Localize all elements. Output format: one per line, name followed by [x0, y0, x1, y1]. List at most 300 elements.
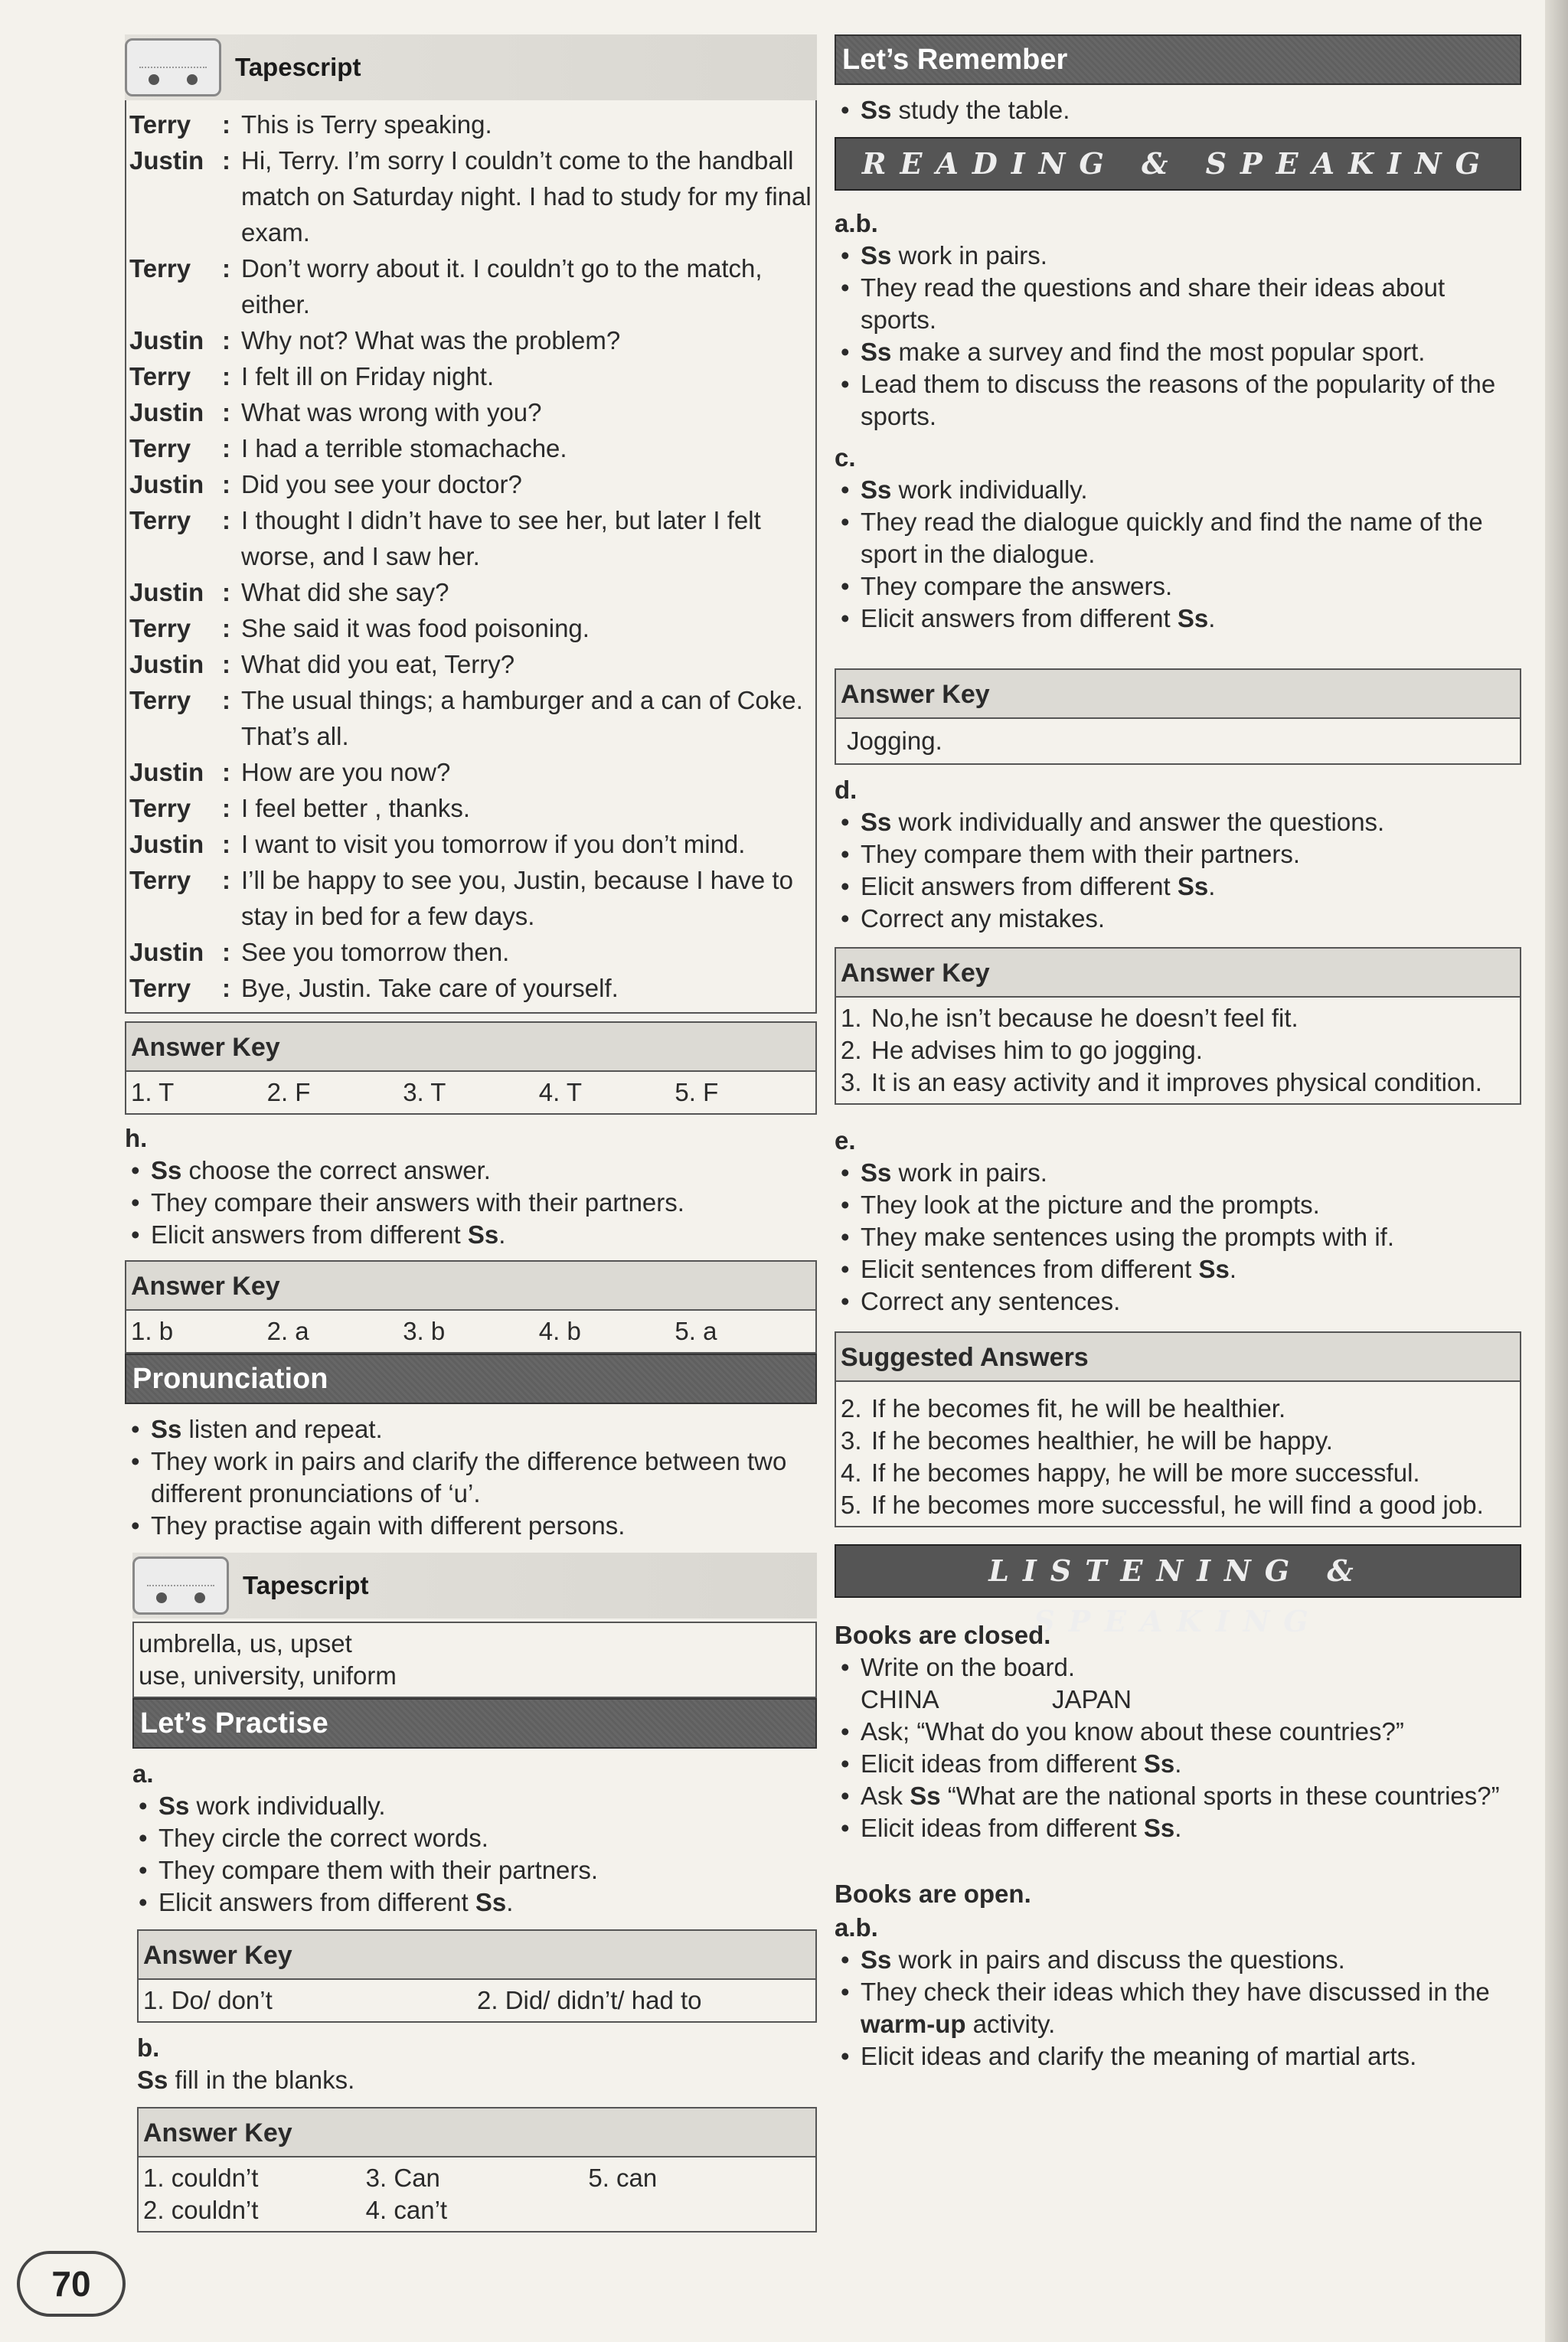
answer-item: 3. b [403, 1317, 446, 1345]
list-item [125, 1510, 817, 1542]
speaker-name [129, 322, 241, 358]
list-item [125, 1219, 817, 1251]
item-text: listen and repeat. [181, 1415, 383, 1443]
item-text: study the table. [891, 96, 1070, 124]
dialogue-text: What did she say? [241, 578, 449, 606]
section-label: h. [125, 1124, 148, 1152]
item-text: They read the questions and share their ideas about sports. [861, 273, 1446, 334]
answer-key-box [835, 668, 1521, 765]
ss-bold: Ss [861, 1158, 892, 1187]
ss-bold: Ss [861, 475, 892, 504]
item-text: They compare the answers. [861, 572, 1173, 600]
dialogue-line [129, 862, 812, 934]
answer-text: No,he isn’t because he doesn’t feel fit. [871, 1004, 1298, 1032]
ss-bold: Ss [1143, 1814, 1175, 1842]
speaker-name [129, 466, 241, 502]
suggested-answers-box [835, 1331, 1521, 1527]
page-edge [1545, 0, 1568, 2342]
speaker-label: Terry [129, 974, 191, 1002]
dialogue-line [129, 430, 812, 466]
item-text: They compare them with their partners. [158, 1856, 599, 1884]
item-text: . [506, 1888, 514, 1916]
list-item [835, 903, 1521, 935]
item-text: work in pairs. [891, 1158, 1047, 1187]
bullet-list [835, 1157, 1521, 1318]
colon: : [222, 650, 230, 678]
cassette-icon [132, 1556, 229, 1615]
speaker-label: Justin [129, 326, 204, 354]
dialogue-line [129, 682, 812, 754]
colon: : [222, 326, 230, 354]
colon: : [222, 362, 230, 390]
ss-bold: warm-up [861, 2010, 966, 2038]
list-item [132, 1790, 817, 1822]
list-item [835, 336, 1521, 368]
item-text: . [498, 1220, 506, 1249]
speaker-name [129, 394, 241, 430]
speaker-label: Justin [129, 650, 204, 678]
speaker-name [129, 790, 241, 826]
dialogue-text: Bye, Justin. Take care of yourself. [241, 974, 619, 1002]
list-item [835, 272, 1521, 336]
dialogue-text: She said it was food poisoning. [241, 614, 590, 642]
dialogue-line [129, 934, 812, 970]
ss-bold: Ss [467, 1220, 499, 1249]
colon: : [222, 398, 230, 426]
list-item [835, 570, 1521, 603]
dialogue-line [129, 250, 812, 322]
colon: : [222, 110, 230, 139]
dialogue-text: The usual things; a hamburger and a can of Coke. That’s all. [241, 686, 803, 750]
answer-text: If he becomes happy, he will be more successful. [871, 1458, 1420, 1487]
bullet-list [835, 240, 1521, 433]
pronunciation-heading: Pronunciation [125, 1354, 817, 1404]
bullet-list [835, 94, 1521, 126]
item-text: Elicit answers from different [158, 1888, 475, 1916]
colon: : [222, 506, 230, 534]
list-item [125, 1413, 817, 1445]
colon: : [222, 830, 230, 858]
tapescript-words [134, 1623, 815, 1697]
answer-item: 4. can’t [365, 2196, 448, 2224]
item-text: Ask; “What do you know about these countries?” [861, 1717, 1404, 1746]
item-text: They look at the picture and the prompts. [861, 1191, 1320, 1219]
country-japan: JAPAN [1052, 1685, 1132, 1713]
dialogue-line [129, 826, 812, 862]
dialogue-text: I thought I didn’t have to see her, but later I felt worse, and I saw her. [241, 506, 761, 570]
answer-column [143, 2162, 366, 2226]
item-text: They compare their answers with their partners. [151, 1188, 684, 1217]
tapescript-title: Tapescript [243, 1571, 369, 1599]
item-text: . [1174, 1814, 1182, 1842]
list-item [835, 1221, 1521, 1253]
colon: : [222, 578, 230, 606]
speaker-label: Terry [129, 362, 191, 390]
colon: : [222, 866, 230, 894]
speaker-name [129, 430, 241, 466]
list-item [132, 1822, 817, 1854]
dialogue-line [129, 502, 812, 574]
answer-key-items [836, 998, 1520, 1103]
list-item [835, 806, 1521, 838]
answer-item: 3. Can [365, 2164, 440, 2192]
item-text: . [1208, 872, 1216, 900]
list-item [125, 1155, 817, 1187]
speaker-name [129, 970, 241, 1006]
tapescript-words-box [132, 1622, 817, 1698]
dialogue-line [129, 394, 812, 430]
books-closed-heading: Books are closed. [835, 1621, 1051, 1649]
answer-number: 2. [841, 1036, 862, 1064]
colon: : [222, 938, 230, 966]
item-text: Elicit ideas from different [861, 1749, 1144, 1778]
answer-item: 1. Do/ don’t [143, 1986, 273, 2014]
list-item [125, 1445, 817, 1510]
item-text: work in pairs. [891, 241, 1047, 269]
left-column [125, 34, 817, 2233]
list-item [125, 1187, 817, 1219]
dialogue-box [125, 100, 817, 1014]
speaker-label: Justin [129, 398, 204, 426]
bullet-list [835, 806, 1521, 935]
section-label: a.b. [835, 1913, 878, 1942]
colon: : [222, 254, 230, 283]
speaker-label: Terry [129, 506, 191, 534]
answer-key-title: Answer Key [836, 670, 1520, 719]
section-label: d. [835, 776, 858, 804]
ss-bold: Ss [910, 1782, 941, 1810]
answer-item: 1. couldn’t [143, 2164, 259, 2192]
item-text: They work in pairs and clarify the difference between two different pronunciations of ‘u’. [151, 1447, 787, 1507]
speaker-label: Justin [129, 146, 204, 175]
colon: : [222, 146, 230, 175]
answer-key-items [126, 1072, 815, 1113]
dialogue-text: Did you see your doctor? [241, 470, 522, 498]
suggested-answers-title: Suggested Answers [836, 1333, 1520, 1382]
item-text: They read the dialogue quickly and find the name of the sport in the dialogue. [861, 508, 1483, 568]
ss-bold: Ss [1143, 1749, 1175, 1778]
answer-item: 1. T [131, 1078, 175, 1106]
item-text: They compare them with their partners. [861, 840, 1301, 868]
answer-number: 1. [841, 1004, 862, 1032]
answer-text: If he becomes more successful, he will find a good job. [871, 1491, 1484, 1519]
answer-item [841, 1002, 1515, 1034]
list-item [132, 1854, 817, 1886]
answer-item: 5. F [675, 1078, 719, 1106]
answer-column [366, 2162, 589, 2226]
item-text: Elicit answers from different [151, 1220, 468, 1249]
list-item [835, 1285, 1521, 1318]
suggested-answers-items [836, 1382, 1520, 1526]
answer-item [841, 1066, 1515, 1099]
list-item [835, 506, 1521, 570]
page-number: 70 [17, 2251, 126, 2317]
instruction-text: fill in the blanks. [168, 2066, 355, 2094]
item-text: Ask [861, 1782, 910, 1810]
dialogue-line [129, 970, 812, 1006]
section-label: e. [835, 1126, 856, 1155]
answer-item: 1. b [131, 1317, 174, 1345]
answer-item: 2. couldn’t [143, 2196, 259, 2224]
item-text: make a survey and find the most popular sport. [891, 338, 1426, 366]
answer-number: 2. [841, 1394, 862, 1423]
dialogue-line [129, 322, 812, 358]
speaker-label: Terry [129, 110, 191, 139]
bullet-list [835, 1944, 1521, 2073]
item-text: work individually. [891, 475, 1088, 504]
colon: : [222, 614, 230, 642]
dialogue-text: What was wrong with you? [241, 398, 542, 426]
dialogue-text: I want to visit you tomorrow if you don’t mind. [241, 830, 746, 858]
speaker-name [129, 574, 241, 610]
cassette-icon [125, 38, 221, 96]
speaker-name [129, 250, 241, 322]
colon: : [222, 470, 230, 498]
answer-key-title: Answer Key [836, 949, 1520, 998]
board-countries [835, 1684, 1521, 1716]
answer-item: 5. can [588, 2164, 658, 2192]
colon: : [222, 434, 230, 462]
answer-item: 2. Did/ didn’t/ had to [477, 1986, 702, 2014]
ss-bold: Ss [861, 808, 892, 836]
speaker-name [129, 142, 241, 250]
answer-key-items [139, 2157, 815, 2231]
speaker-name [129, 646, 241, 682]
dialogue-text: Hi, Terry. I’m sorry I couldn’t come to the handball match on Saturday night. I had to study for my final exam. [241, 146, 812, 247]
ss-bold: Ss [861, 338, 892, 366]
colon: : [222, 794, 230, 822]
answer-number: 4. [841, 1458, 862, 1487]
list-item [835, 870, 1521, 903]
ss-bold: Ss [151, 1415, 182, 1443]
item-text: activity. [965, 2010, 1056, 2038]
dialogue-text: I feel better , thanks. [241, 794, 470, 822]
item-text: Correct any sentences. [861, 1287, 1121, 1315]
answer-item: 3. T [403, 1078, 446, 1106]
list-item [835, 1716, 1521, 1748]
speaker-name [129, 682, 241, 754]
item-text: Elicit answers from different [861, 604, 1178, 632]
list-item [835, 1157, 1521, 1189]
item-text: . [1174, 1749, 1182, 1778]
ss-bold: Ss [861, 96, 892, 124]
dialogue-text: I’ll be happy to see you, Justin, because I have to stay in bed for a few days. [241, 866, 793, 930]
list-item [835, 1944, 1521, 1976]
list-item [132, 1886, 817, 1919]
dialogue-text: I had a terrible stomachache. [241, 434, 567, 462]
lets-practise-heading: Let’s Practise [132, 1698, 817, 1749]
speaker-name [129, 862, 241, 934]
answer-item: 4. b [538, 1317, 581, 1345]
answer-key-box [125, 1021, 817, 1115]
item-text: Correct any mistakes. [861, 904, 1106, 933]
ss-bold: Ss [861, 1945, 892, 1974]
answer-item [841, 1489, 1515, 1521]
answer-key-text: Jogging. [847, 727, 942, 755]
list-item [835, 1651, 1521, 1684]
answer-text: If he becomes fit, he will be healthier. [871, 1394, 1286, 1423]
dialogue-line [129, 646, 812, 682]
tapescript-line: umbrella, us, upset [139, 1629, 352, 1658]
speaker-name [129, 610, 241, 646]
ss-bold: Ss [1177, 872, 1209, 900]
list-item [835, 1976, 1521, 2040]
answer-number: 5. [841, 1491, 862, 1519]
answer-key-title: Answer Key [139, 1931, 815, 1980]
list-item [835, 240, 1521, 272]
bullet-list [835, 1716, 1521, 1844]
answer-text: It is an easy activity and it improves physical condition. [871, 1068, 1482, 1096]
reading-speaking-heading: READING & SPEAKING [835, 137, 1521, 191]
answer-column [588, 2162, 811, 2226]
item-text: Write on the board. [861, 1653, 1076, 1681]
answer-item: 5. a [675, 1317, 717, 1345]
answer-item: 2. a [266, 1317, 309, 1345]
item-text: work individually. [189, 1792, 386, 1820]
speaker-name [129, 826, 241, 862]
answer-item [841, 1425, 1515, 1457]
answer-key-box [137, 2107, 817, 2233]
item-text: They circle the correct words. [158, 1824, 488, 1852]
dialogue-text: Don’t worry about it. I couldn’t go to the match, either. [241, 254, 763, 318]
books-open-heading: Books are open. [835, 1880, 1031, 1908]
answer-item [841, 1393, 1515, 1425]
item-text: work individually and answer the questions. [891, 808, 1385, 836]
speaker-label: Justin [129, 830, 204, 858]
dialogue-line [129, 142, 812, 250]
dialogue-line [129, 106, 812, 142]
speaker-name [129, 106, 241, 142]
speaker-name [129, 502, 241, 574]
bullet-list [835, 474, 1521, 635]
answer-item: 4. T [538, 1078, 583, 1106]
dialogue-text: Why not? What was the problem? [241, 326, 621, 354]
instruction-line [137, 2064, 817, 2096]
bullet-list [125, 1413, 817, 1542]
answer-item [841, 1457, 1515, 1489]
answer-key-box [125, 1260, 817, 1354]
answer-item: 2. F [266, 1078, 311, 1106]
list-item [835, 474, 1521, 506]
answer-key-title: Answer Key [139, 2108, 815, 2157]
answer-key-items [126, 1311, 815, 1352]
tapescript-title: Tapescript [235, 53, 361, 81]
item-text: They make sentences using the prompts with if. [861, 1223, 1394, 1251]
dialogue-text: See you tomorrow then. [241, 938, 510, 966]
dialogue-line [129, 358, 812, 394]
answer-number: 3. [841, 1426, 862, 1455]
ss-bold: Ss [1198, 1255, 1230, 1283]
answer-text: If he becomes healthier, he will be happy. [871, 1426, 1333, 1455]
section-label: c. [835, 443, 856, 472]
speaker-label: Justin [129, 938, 204, 966]
dialogue-line [129, 790, 812, 826]
ss-bold: Ss [1177, 604, 1209, 632]
bullet-list [835, 1651, 1521, 1684]
speaker-label: Terry [129, 614, 191, 642]
answer-text: He advises him to go jogging. [871, 1036, 1203, 1064]
item-text: . [1229, 1255, 1236, 1283]
list-item [835, 1189, 1521, 1221]
speaker-label: Terry [129, 794, 191, 822]
dialogue-line [129, 574, 812, 610]
tapescript-header [125, 34, 817, 100]
speaker-label: Terry [129, 866, 191, 894]
item-text: Elicit answers from different [861, 872, 1178, 900]
answer-key-items [139, 1980, 815, 2021]
right-column [835, 34, 1521, 2073]
answer-number: 3. [841, 1068, 862, 1096]
list-item [835, 94, 1521, 126]
answer-key-title: Answer Key [126, 1262, 815, 1311]
item-text: They practise again with different persons. [151, 1511, 626, 1540]
ss-bold: Ss [158, 1792, 190, 1820]
item-text: Elicit ideas and clarify the meaning of martial arts. [861, 2042, 1417, 2070]
answer-key-box [835, 947, 1521, 1105]
dialogue-text: I felt ill on Friday night. [241, 362, 495, 390]
dialogue-text: How are you now? [241, 758, 451, 786]
speaker-name [129, 754, 241, 790]
item-text: Elicit sentences from different [861, 1255, 1199, 1283]
dialogue-text: What did you eat, Terry? [241, 650, 515, 678]
item-text: . [1208, 604, 1216, 632]
list-item [835, 838, 1521, 870]
speaker-label: Justin [129, 578, 204, 606]
item-text: Elicit ideas from different [861, 1814, 1144, 1842]
list-item [835, 603, 1521, 635]
listening-speaking-heading: LISTENING & SPEAKING [835, 1544, 1521, 1598]
colon: : [222, 758, 230, 786]
bullet-list [125, 1155, 817, 1251]
answer-key-box [137, 1929, 817, 2023]
list-item [835, 1812, 1521, 1844]
bullet-list [132, 1790, 817, 1919]
section-label: a.b. [835, 209, 878, 237]
ss-bold: Ss [861, 241, 892, 269]
item-text: choose the correct answer. [181, 1156, 491, 1184]
section-label: a. [132, 1759, 154, 1788]
speaker-label: Justin [129, 758, 204, 786]
lets-remember-heading: Let’s Remember [835, 34, 1521, 85]
speaker-label: Terry [129, 686, 191, 714]
ss-bold: Ss [475, 1888, 507, 1916]
speaker-label: Justin [129, 470, 204, 498]
dialogue-line [129, 466, 812, 502]
item-text: Lead them to discuss the reasons of the popularity of the sports. [861, 370, 1496, 430]
speaker-label: Terry [129, 254, 191, 283]
country-china: CHINA [861, 1685, 939, 1713]
dialogue-line [129, 754, 812, 790]
list-item [835, 1748, 1521, 1780]
item-text: work in pairs and discuss the questions. [891, 1945, 1345, 1974]
speaker-label: Terry [129, 434, 191, 462]
list-item [835, 2040, 1521, 2073]
item-text: They check their ideas which they have discussed in the [861, 1978, 1490, 2006]
dialogue-text: This is Terry speaking. [241, 110, 492, 139]
tapescript-line: use, university, uniform [139, 1661, 397, 1690]
tapescript-header [132, 1553, 817, 1618]
section-label: b. [137, 2033, 160, 2062]
item-text: “What are the national sports in these countries?” [940, 1782, 1500, 1810]
answer-item [841, 1034, 1515, 1066]
answer-key-title: Answer Key [126, 1023, 815, 1072]
list-item [835, 368, 1521, 433]
ss-bold: Ss [137, 2066, 168, 2094]
list-item [835, 1780, 1521, 1812]
colon: : [222, 686, 230, 714]
colon: : [222, 974, 230, 1002]
speaker-name [129, 934, 241, 970]
